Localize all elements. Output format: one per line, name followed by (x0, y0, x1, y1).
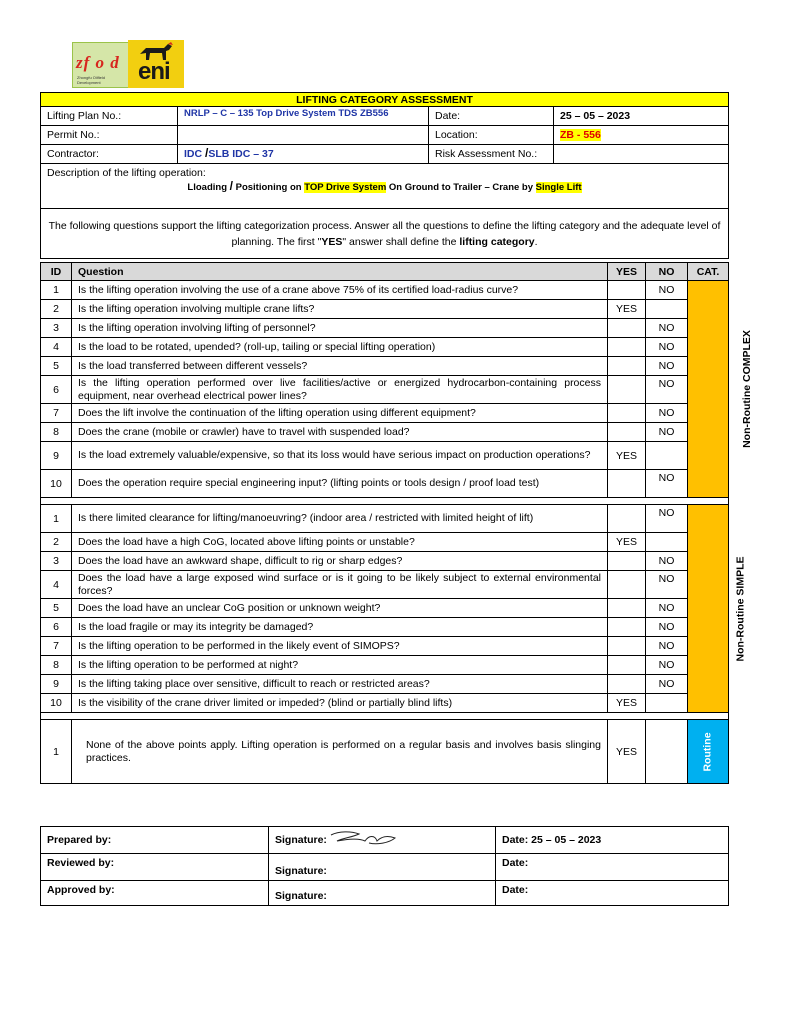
contractor-slash: / (205, 146, 209, 160)
row-question: Is the lifting operation performed over live facilities/active or energized hydrocarbon-containing process equipment, near overhead electrical power lines? (72, 376, 608, 404)
intro-lifting-category: lifting category (459, 235, 535, 248)
row-no-cell[interactable]: NO (646, 338, 688, 357)
table-row (41, 319, 729, 338)
signoff-table (40, 826, 729, 906)
row-id: 1 (41, 281, 72, 300)
contractor-label: Contractor: (41, 145, 178, 164)
description-label: Description of the lifting operation: (47, 167, 206, 179)
reviewed-signature[interactable]: Signature: (269, 854, 496, 881)
row-question: Does the operation require special engineering input? (lifting points or tools design / proof load test) (72, 470, 608, 498)
row-id: 4 (41, 338, 72, 357)
permit-value[interactable] (178, 126, 429, 145)
row-yes-cell[interactable] (608, 423, 646, 442)
row-no-cell[interactable]: NO (646, 376, 688, 404)
row-id: 10 (41, 694, 72, 713)
section-gap-cell (41, 498, 729, 505)
description-part-3: Positioning on (232, 182, 305, 193)
zfod-logo-text: zf o d (76, 53, 120, 72)
table-row (41, 552, 729, 571)
row-yes-cell[interactable]: YES (608, 300, 646, 319)
row-id: 7 (41, 637, 72, 656)
prepared-by-label: Prepared by: (41, 827, 269, 854)
contractor-value-a: IDC (184, 148, 205, 160)
table-row (41, 618, 729, 637)
table-row (41, 376, 729, 404)
column-header-question: Question (72, 263, 608, 281)
row-question: Does the crane (mobile or crawler) have to travel with suspended load? (72, 423, 608, 442)
row-id: 4 (41, 571, 72, 599)
row-no-cell[interactable]: NO (646, 656, 688, 675)
row-yes-cell[interactable] (608, 319, 646, 338)
lifting-plan-label: Lifting Plan No.: (41, 107, 178, 126)
row-question: Does the load have a high CoG, located above lifting points or unstable? (72, 533, 608, 552)
row-question: Is the lifting taking place over sensitive, difficult to reach or restricted areas? (72, 675, 608, 694)
lifting-plan-value[interactable]: NRLP – C – 135 Top Drive System TDS ZB556 (178, 107, 429, 126)
category-non-routine-complex-label: Non-Routine COMPLEX (740, 330, 753, 448)
row-question: Is the load fragile or may its integrity be damaged? (72, 618, 608, 637)
table-row (41, 675, 729, 694)
row-yes-cell[interactable] (608, 599, 646, 618)
row-yes-cell[interactable] (608, 571, 646, 599)
table-row (41, 423, 729, 442)
row-no-cell[interactable]: NO (646, 423, 688, 442)
intro-yes: YES (321, 235, 343, 248)
permit-label: Permit No.: (41, 126, 178, 145)
row-question: Is the lifting operation involving lifting of personnel? (72, 319, 608, 338)
row-yes-cell[interactable] (608, 338, 646, 357)
row-id: 8 (41, 656, 72, 675)
row-no-cell[interactable] (646, 442, 688, 470)
row-question: Is the lifting operation involving the use of a crane above 75% of its certified load-radius curve? (72, 281, 608, 300)
row-question: Does the load have an awkward shape, difficult to rig or sharp edges? (72, 552, 608, 571)
approved-signature[interactable]: Signature: (269, 881, 496, 906)
row-question: Is the load transferred between different vessels? (72, 357, 608, 376)
row-question: Does the lift involve the continuation of the lifting operation using different equipment? (72, 404, 608, 423)
contractor-value[interactable] (178, 145, 429, 164)
table-row (41, 656, 729, 675)
reviewed-by-label: Reviewed by: (41, 854, 269, 881)
row-no-cell[interactable]: NO (646, 470, 688, 498)
row-no-cell[interactable]: NO (646, 599, 688, 618)
row-id: 6 (41, 376, 72, 404)
row-id: 5 (41, 357, 72, 376)
row-question: Is the visibility of the crane driver limited or impeded? (blind or partially blind lifts) (72, 694, 608, 713)
location-cell[interactable] (554, 126, 729, 145)
table-row (41, 505, 729, 533)
row-no-cell[interactable]: NO (646, 618, 688, 637)
table-row (41, 571, 729, 599)
row-yes-cell[interactable] (608, 376, 646, 404)
column-header-cat: CAT. (688, 263, 729, 281)
row-id: 8 (41, 423, 72, 442)
risk-value[interactable] (554, 145, 729, 164)
handwritten-signature (329, 829, 399, 849)
row-question: Is the lifting operation to be performed at night? (72, 656, 608, 675)
row-id: 1 (41, 505, 72, 533)
description-slash: / (229, 179, 233, 193)
table-row (41, 694, 729, 713)
reviewed-date[interactable]: Date: (496, 854, 729, 881)
table-row (41, 300, 729, 319)
table-row (41, 442, 729, 470)
description-part-1: Lloading (187, 182, 230, 193)
table-row (41, 357, 729, 376)
row-id: 5 (41, 599, 72, 618)
table-row (41, 338, 729, 357)
form-title: LIFTING CATEGORY ASSESSMENT (41, 93, 729, 107)
contractor-value-b: SLB IDC – 37 (208, 148, 274, 160)
routine-row-question: None of the above points apply. Lifting operation is performed on a regular basis and involves basis slinging practices. (72, 720, 608, 784)
column-header-yes: YES (608, 263, 646, 281)
row-no-cell[interactable]: NO (646, 552, 688, 571)
section-gap (41, 498, 729, 505)
table-row (41, 720, 729, 784)
category-routine (688, 720, 729, 784)
row-yes-cell[interactable] (608, 675, 646, 694)
approved-by-label: Approved by: (41, 881, 269, 906)
row-no-cell[interactable]: NO (646, 637, 688, 656)
row-no-cell[interactable]: NO (646, 571, 688, 599)
table-row (41, 599, 729, 618)
category-non-routine-simple-label: Non-Routine SIMPLE (734, 556, 747, 661)
row-question: Is there limited clearance for lifting/manoeuvring? (indoor area / restricted with limited height of lift) (72, 505, 608, 533)
eni-logo-text: eni (138, 58, 170, 85)
row-yes-cell[interactable] (608, 656, 646, 675)
row-id: 9 (41, 675, 72, 694)
row-no-cell[interactable]: NO (646, 281, 688, 300)
row-id: 2 (41, 300, 72, 319)
row-id: 7 (41, 404, 72, 423)
row-yes-cell[interactable] (608, 404, 646, 423)
location-value: ZB - 556 (560, 129, 601, 141)
row-yes-cell[interactable] (608, 637, 646, 656)
row-id: 9 (41, 442, 72, 470)
description-highlight-tds: TOP Drive System (304, 182, 387, 193)
category-non-routine-complex (688, 281, 753, 498)
header-table (40, 92, 729, 259)
description-text (47, 179, 722, 193)
prepared-date[interactable]: Date: 25 – 05 – 2023 (496, 827, 729, 854)
table-row (41, 404, 729, 423)
table-row (41, 470, 729, 498)
company-logos (72, 40, 184, 88)
row-question: Is the load to be rotated, upended? (roll-up, tailing or special lifting operation) (72, 338, 608, 357)
row-no-cell[interactable] (646, 300, 688, 319)
row-question: Is the lifting operation involving multiple crane lifts? (72, 300, 608, 319)
row-yes-cell[interactable]: YES (608, 442, 646, 470)
prepared-signature-label: Signature: (275, 834, 327, 846)
intro-part-3: . (534, 235, 538, 248)
routine-row-id: 1 (41, 720, 72, 784)
row-no-cell[interactable] (646, 694, 688, 713)
row-yes-cell[interactable] (608, 618, 646, 637)
row-yes-cell[interactable] (608, 470, 646, 498)
prepared-signature-cell[interactable] (269, 827, 496, 854)
approved-date[interactable]: Date: (496, 881, 729, 906)
row-id: 10 (41, 470, 72, 498)
row-yes-cell[interactable]: YES (608, 694, 646, 713)
row-yes-cell[interactable] (608, 552, 646, 571)
section-gap (41, 713, 729, 720)
zfod-logo-subtitle: Zhongfu Oilfield Development (77, 75, 106, 85)
section-gap-cell (41, 713, 729, 720)
table-row (41, 281, 729, 300)
date-label: Date: (429, 107, 554, 126)
row-question: Is the lifting operation to be performed in the likely event of SIMOPS? (72, 637, 608, 656)
row-id: 3 (41, 319, 72, 338)
column-header-no: NO (646, 263, 688, 281)
row-question: Is the load extremely valuable/expensive, so that its loss would have serious impact on production operations? (72, 442, 608, 470)
row-yes-cell[interactable] (608, 357, 646, 376)
row-no-cell[interactable] (646, 533, 688, 552)
intro-part-1: The following questions support the lifting categorization process. Answer all the questions to define the lifting category and the adequate level of planning. The first " (48, 219, 721, 248)
row-yes-cell[interactable]: YES (608, 533, 646, 552)
row-question: Does the load have a large exposed wind surface or is it going to be likely subject to external environmental forces? (72, 571, 608, 599)
row-no-cell[interactable]: NO (646, 319, 688, 338)
row-id: 6 (41, 618, 72, 637)
intro-text (41, 209, 729, 259)
category-routine-label: Routine (701, 731, 714, 772)
eni-logo (128, 40, 184, 88)
row-no-cell[interactable]: NO (646, 505, 688, 533)
intro-part-2: " answer shall define the (342, 235, 460, 248)
zfod-logo (72, 42, 130, 88)
row-no-cell[interactable]: NO (646, 675, 688, 694)
row-id: 2 (41, 533, 72, 552)
questions-table (40, 262, 753, 784)
routine-yes-cell[interactable]: YES (608, 720, 646, 784)
table-row (41, 533, 729, 552)
routine-no-cell[interactable] (646, 720, 688, 784)
date-value[interactable]: 25 – 05 – 2023 (554, 107, 729, 126)
row-id: 3 (41, 552, 72, 571)
description-cell[interactable] (41, 164, 729, 209)
row-yes-cell[interactable] (608, 281, 646, 300)
row-no-cell[interactable]: NO (646, 404, 688, 423)
table-row (41, 637, 729, 656)
row-question: Does the load have an unclear CoG position or unknown weight? (72, 599, 608, 618)
row-no-cell[interactable]: NO (646, 357, 688, 376)
row-yes-cell[interactable] (608, 505, 646, 533)
risk-label: Risk Assessment No.: (429, 145, 554, 164)
category-non-routine-simple (688, 505, 747, 713)
description-highlight-single-lift: Single Lift (535, 182, 582, 193)
description-part-5: On Ground to Trailer – Crane by (386, 182, 536, 193)
column-header-id: ID (41, 263, 72, 281)
location-label: Location: (429, 126, 554, 145)
